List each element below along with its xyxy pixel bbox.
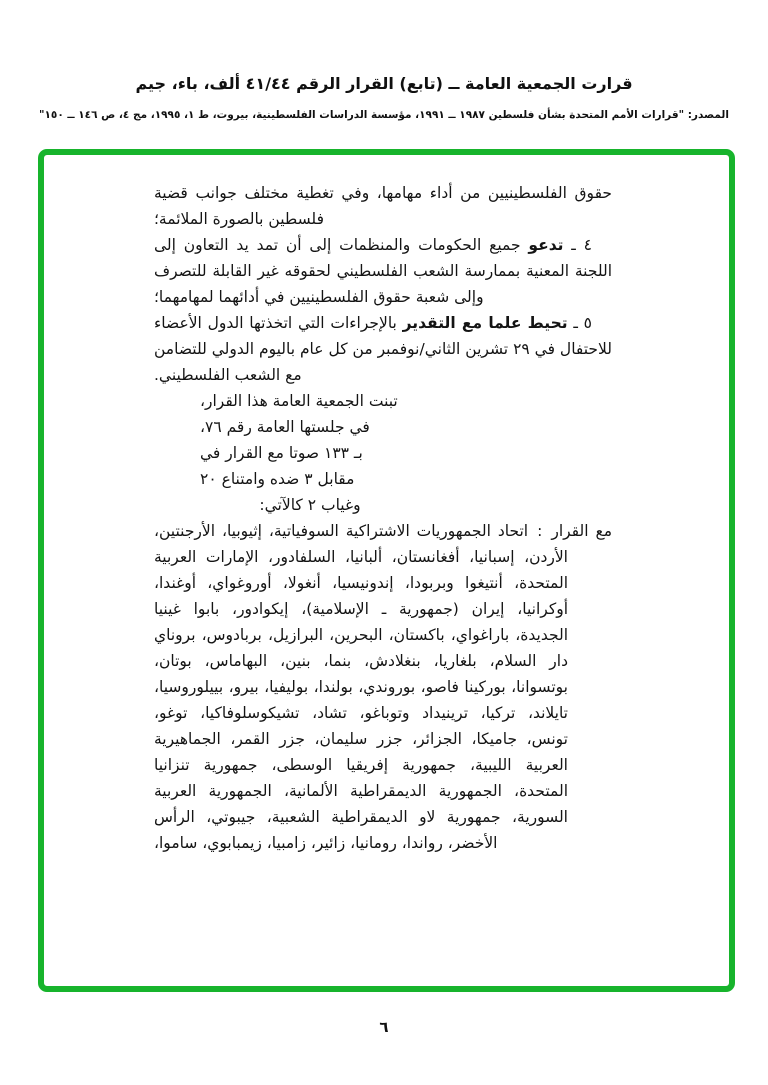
vote-label: مع القرار bbox=[551, 522, 612, 540]
clause-4 bbox=[154, 232, 612, 310]
paragraph-continuation: حقوق الفلسطينيين من أداء مهامها، وفي تغطية مختلف جوانب قضية فلسطين بالصورة الملائمة؛ bbox=[154, 184, 612, 228]
page-title: قرارت الجمعية العامة ــ (تابع) القرار الرقم ٤١/٤٤ ألف، باء، جيم bbox=[135, 74, 633, 93]
adoption-block bbox=[200, 388, 420, 518]
vote-in-favour-list bbox=[154, 518, 612, 856]
adoption-line: وغياب ٢ كالآتي: bbox=[259, 496, 361, 514]
adoption-line: مقابل ٣ ضده وامتناع ٢٠ bbox=[200, 470, 355, 488]
clause-4-operative-word: تدعو bbox=[528, 236, 564, 254]
clause-5-number: ٥ ـ bbox=[567, 314, 592, 332]
clause-4-number: ٤ ـ bbox=[563, 236, 592, 254]
adoption-line: تبنت الجمعية العامة هذا القرار، bbox=[200, 392, 398, 410]
adoption-line: في جلستها العامة رقم ٧٦، bbox=[200, 418, 370, 436]
clause-4-text: جميع الحكومات والمنظمات إلى أن تمد يد التعاون إلى اللجنة المعنية بممارسة الشعب الفلسطيني لحقوقه غير القابلة للتصرف وإلى شعبة حقوق الفلسطينيين في أدائهما لمهامهما؛ bbox=[154, 236, 612, 306]
page-number: ٦ bbox=[379, 1018, 389, 1036]
source-citation: المصدر: "قرارات الأمم المتحدة بشأن فلسطين ١٩٨٧ ــ ١٩٩١، مؤسسة الدراسات الفلسطينية، بيروت، ط ١، ١٩٩٥، مج ٤، ص ١٤٦ ــ ١٥٠" bbox=[39, 109, 729, 121]
clause-5-operative-word: تحيط علما مع التقدير bbox=[402, 314, 568, 332]
vote-colon: : bbox=[537, 522, 543, 540]
adoption-line: بـ ١٣٣ صوتا مع القرار في bbox=[200, 444, 363, 462]
vote-countries: اتحاد الجمهوريات الاشتراكية السوفياتية، إثيوبيا، الأرجنتين، الأردن، إسبانيا، أفغانستان، ألبانيا، السلفادور، الإمارات العربية المتحدة، أنتيغوا وبربودا، إندونيسيا، أنغولا، أوروغواي، أوغندا، أوكرانيا، إيران (جمهورية ـ الإسلامية)، إيكوادور، بابوا غينيا الجديدة، باراغواي، باكستان، البحرين، البرازيل، بربادوس، بروناي دار السلام، بلغاريا، بنغلادش، بنما، بنين، البهاماس، بوتان، بوتسوانا، بوركينا فاصو، بوروندي، بولندا، بوليفيا، بيرو، بييلوروسيا، تايلاند، تركيا، ترينيداد وتوباغو، تشاد، تشيكوسلوفاكيا، توغو، تونس، جاميكا، الجزائر، جزر سليمان، جزر القمر، الجماهيرية العربية الليبية، جمهورية إفريقيا الوسطى، جمهورية تنزانيا المتحدة، الجمهورية الديمقراطية الألمانية، الجمهورية العربية السورية، جمهورية لاو الديمقراطية الشعبية، جيبوتي، الرأس الأخضر، رواندا، رومانيا، زائير، زامبيا، زيمبابوي، ساموا، bbox=[154, 522, 568, 852]
clause-5-text: بالإجراءات التي اتخذتها الدول الأعضاء للاحتفال في ٢٩ تشرين الثاني/نوفمبر من كل عام باليوم الدولي للتضامن مع الشعب الفلسطيني. bbox=[154, 314, 612, 384]
resolution-text bbox=[154, 180, 612, 856]
clause-5 bbox=[154, 310, 612, 388]
